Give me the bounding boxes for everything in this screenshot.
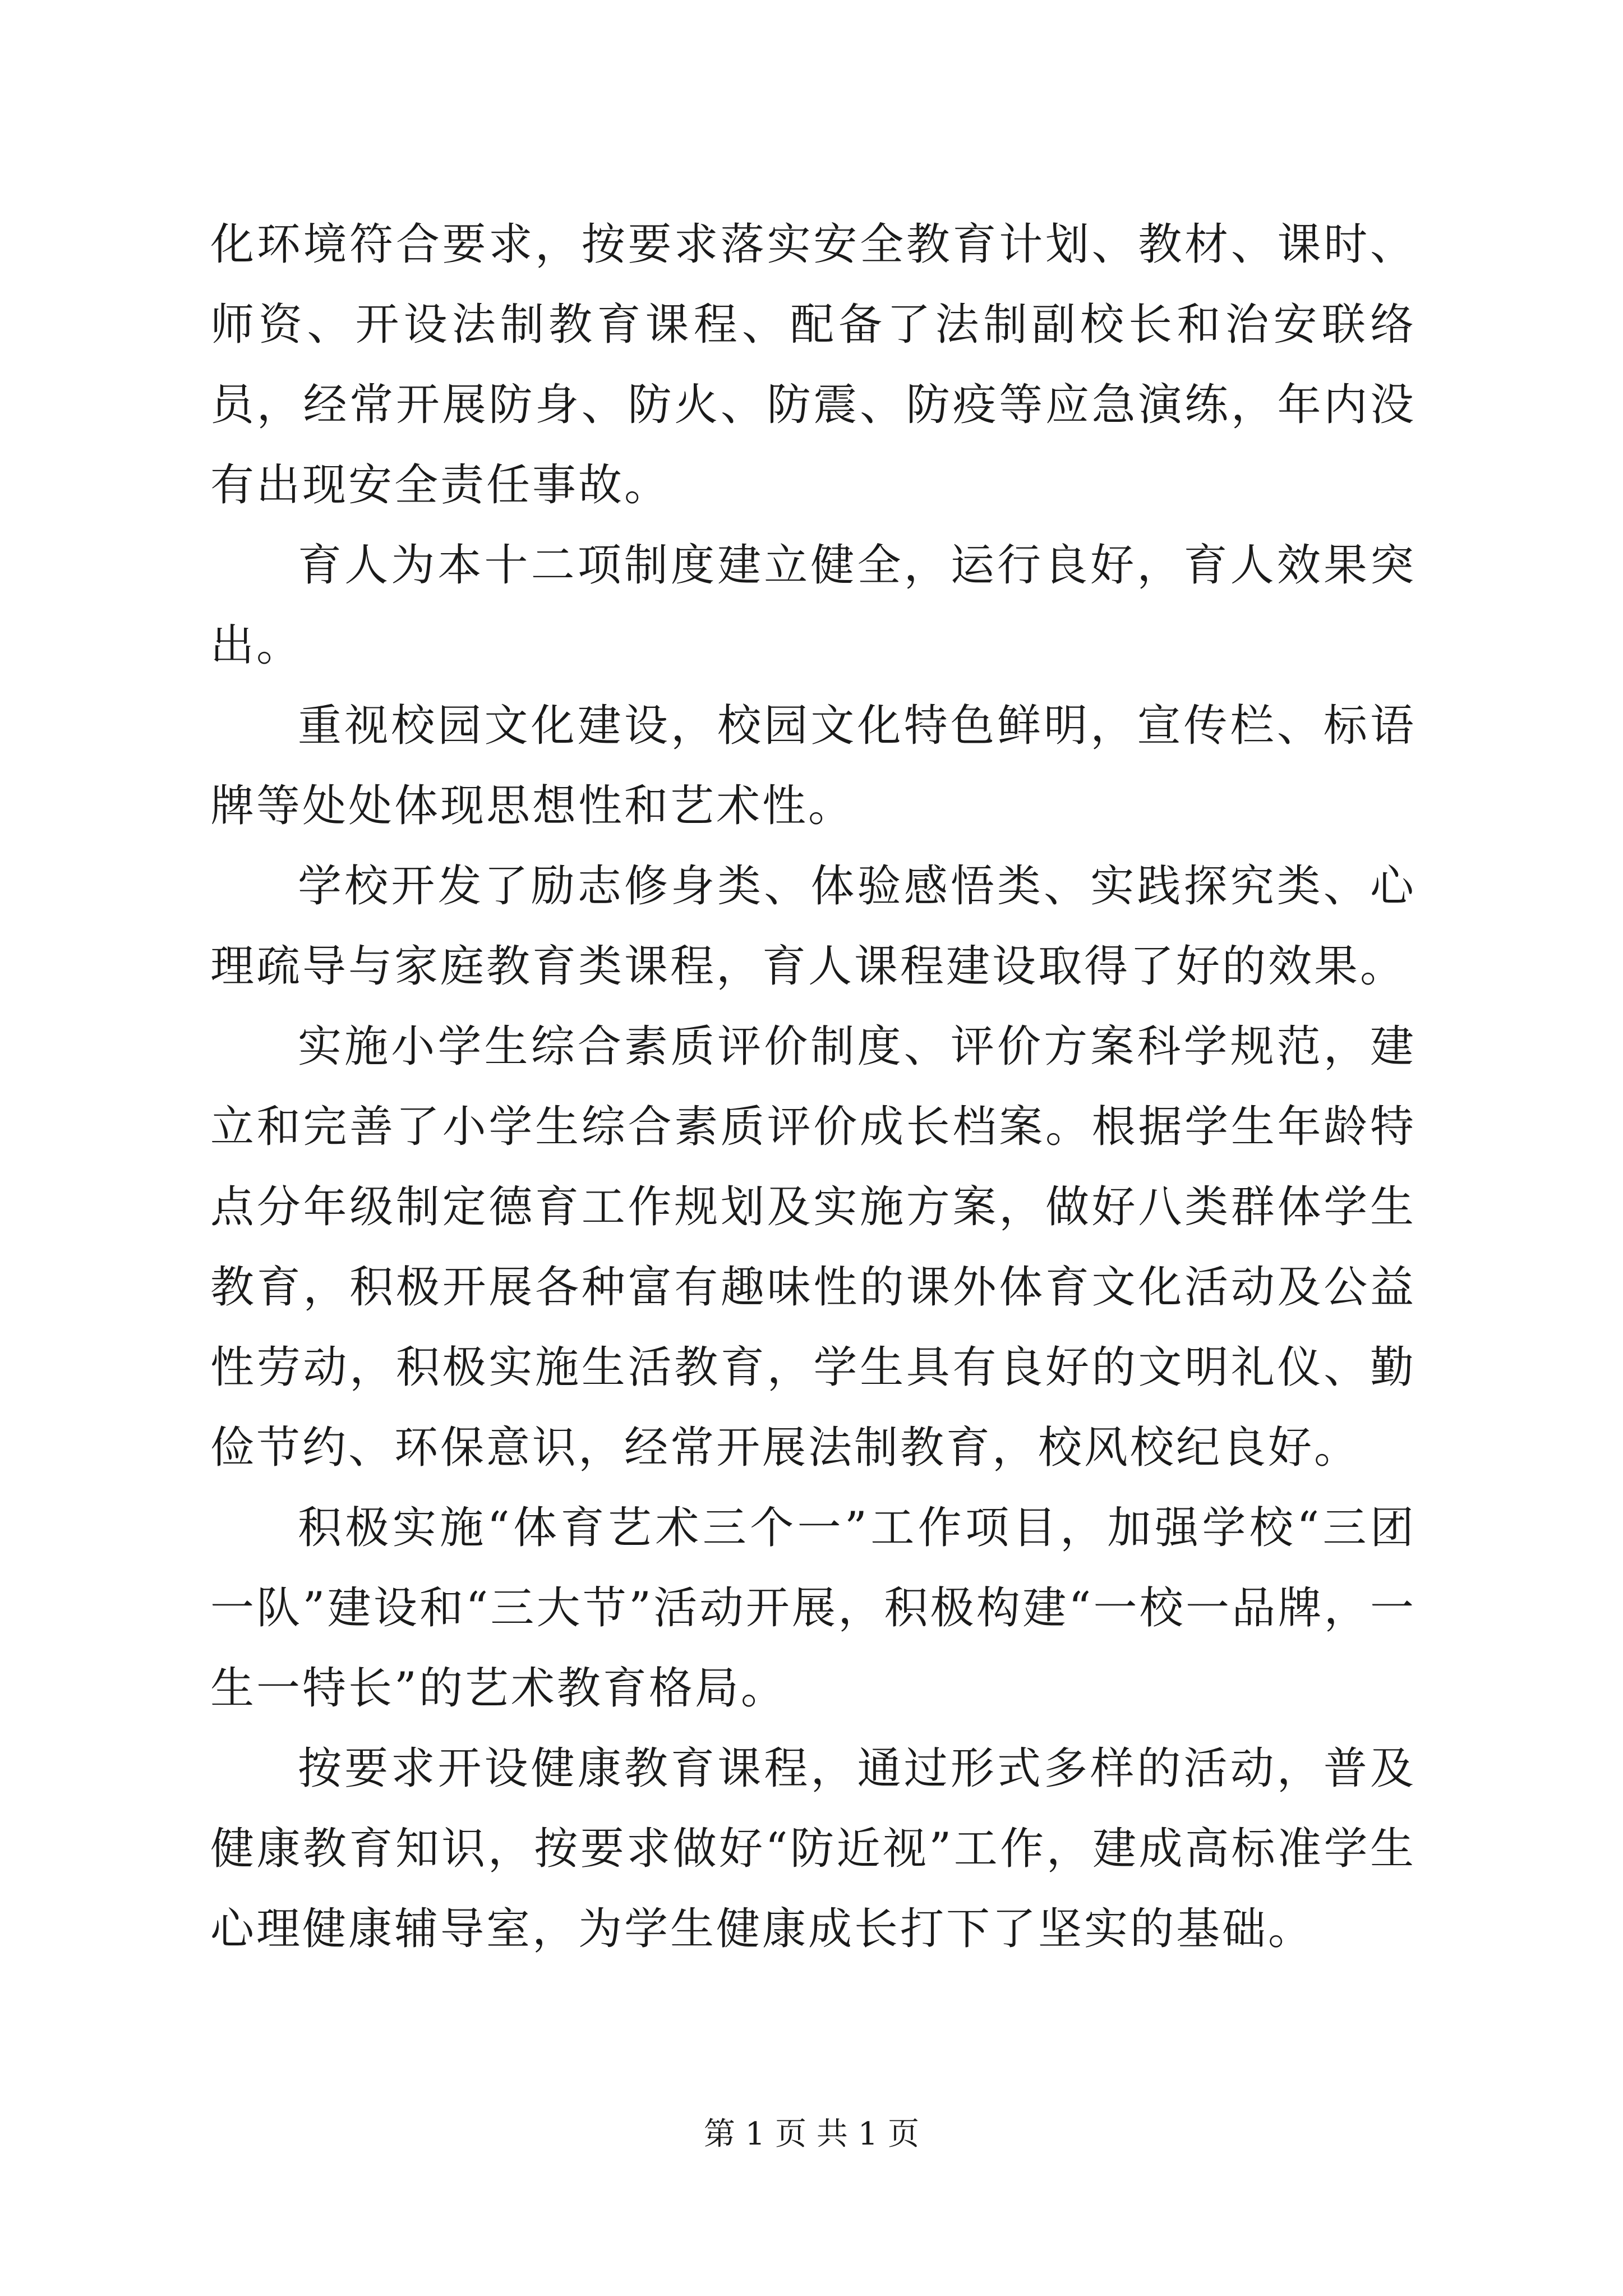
paragraph-2: 育人为本十二项制度建立健全，运行良好，育人效果突出。 — [210, 540, 1416, 671]
page-footer: 第 1 页 共 1 页 — [703, 2116, 920, 2152]
paragraph-1: 化环境符合要求，按要求落实安全教育计划、教材、课时、师资、开设法制教育课程、配备了法制副校长和治安联络员，经常开展防身、防火、防震、防疫等应急演练，年内没有出现安全责任事故。 — [210, 219, 1416, 510]
document-body — [210, 205, 1416, 1970]
paragraph-7: 按要求开设健康教育课程，通过形式多样的活动，普及健康教育知识，按要求做好“防近视”工作，建成高标准学生心理健康辅导室，为学生健康成长打下了坚实的基础。 — [210, 1743, 1416, 1954]
paragraph-4: 学校开发了励志修身类、体验感悟类、实践探究类、心理疏导与家庭教育类课程，育人课程建设取得了好的效果。 — [210, 861, 1416, 992]
paragraph-5: 实施小学生综合素质评价制度、评价方案科学规范，建立和完善了小学生综合素质评价成长档案。根据学生年龄特点分年级制定德育工作规划及实施方案，做好八类群体学生教育，积极开展各种富有趣味性的课外体育文化活动及公益性劳动，积极实施生活教育，学生具有良好的文明礼仪、勤俭节约、环保意识，经常开展法制教育，校风校纪良好。 — [210, 1022, 1416, 1473]
paragraph-3: 重视校园文化建设，校园文化特色鲜明，宣传栏、标语牌等处处体现思想性和艺术性。 — [210, 701, 1416, 831]
paragraph-6: 积极实施“体育艺术三个一”工作项目，加强学校“三团一队”建设和“三大节”活动开展，积极构建“一校一品牌，一生一特长”的艺术教育格局。 — [210, 1503, 1416, 1714]
